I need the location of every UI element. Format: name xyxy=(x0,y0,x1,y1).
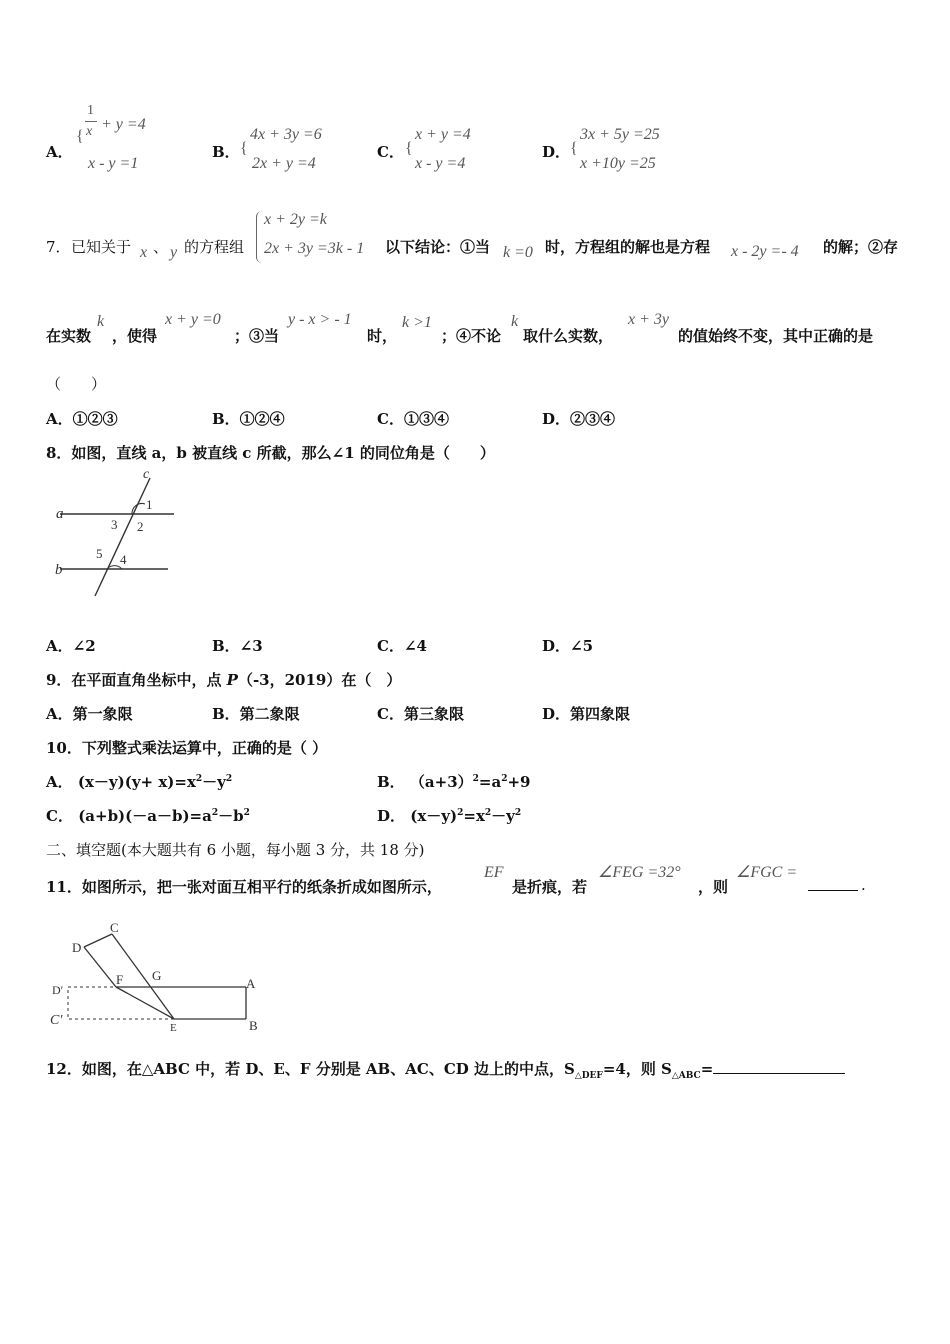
q9-text xyxy=(46,669,401,690)
q11-text-2: 是折痕，若 xyxy=(512,878,588,896)
label-4: 4 xyxy=(120,552,127,567)
q11-text-3: ，则 xyxy=(698,878,729,896)
option-label: C． xyxy=(377,143,404,161)
q12-text-2: =4，则 S xyxy=(602,1060,672,1078)
brace: { xyxy=(76,128,84,145)
label-3: 3 xyxy=(111,517,118,532)
q7-text-8: ；③当 xyxy=(234,327,280,345)
label-e: E xyxy=(170,1022,177,1034)
equation-1: 4x + 3y =6 xyxy=(250,126,322,143)
q7-xy0: x + y =0 xyxy=(165,311,221,328)
question-12 xyxy=(46,1058,845,1081)
option-label: A． xyxy=(46,143,73,161)
q8-text: 8．如图，直线 a，b 被直线 c 所截，那么∠1 的同位角是（ ） xyxy=(46,444,495,462)
equation-1: + y =4 xyxy=(101,116,146,133)
label-c: C xyxy=(110,920,119,935)
label-g: G xyxy=(152,968,162,983)
q7-sep: 、 xyxy=(153,238,169,256)
q9-option-d: D．第四象限 xyxy=(542,705,631,723)
q7-option-b: B．①②④ xyxy=(212,410,285,428)
fraction-bar xyxy=(85,121,97,122)
q7-option-d: D．②③④ xyxy=(542,410,616,428)
brace: { xyxy=(405,140,413,157)
equation-1: 3x + 5y =25 xyxy=(580,126,660,143)
q7-text-10: ；④不论 xyxy=(441,327,502,345)
q7-option-c: C．①③④ xyxy=(377,410,449,428)
q8-figure xyxy=(46,466,181,601)
edge-df xyxy=(84,947,116,987)
q8-option-d: D．∠5 xyxy=(542,637,594,655)
equation-2: x +10y =25 xyxy=(580,155,656,172)
q8-option-c: C．∠4 xyxy=(377,637,427,655)
q12-answer-blank[interactable] xyxy=(713,1073,845,1074)
q7-condition: y - x > - 1 xyxy=(288,311,352,328)
q11-angle-given: ∠FEG =32° xyxy=(598,864,681,881)
q10-option-d: D． $(x-y)^2=x^2-y^2$ xyxy=(377,807,522,825)
line-c xyxy=(95,478,150,596)
q7-system-eq1: x + 2y =k xyxy=(264,211,327,228)
label-a: A xyxy=(246,976,256,991)
system-brace xyxy=(256,211,262,263)
brace: { xyxy=(240,140,248,157)
q9-option-a: A．第一象限 xyxy=(46,705,133,723)
q9-option-b: B．第二象限 xyxy=(212,705,300,723)
q7-text-6: 在实数 xyxy=(46,327,92,345)
q9-point-p: P xyxy=(226,671,238,689)
crease-fe xyxy=(116,987,174,1019)
q7-number: 7． xyxy=(46,238,71,256)
q7-option-a: A．①②③ xyxy=(46,410,118,428)
q8-option-a: A．∠2 xyxy=(46,637,96,655)
q7-text-5: 的解；②存 xyxy=(823,238,899,256)
q7-answer-paren: （ ） xyxy=(46,375,107,393)
equation-2: x - y =1 xyxy=(88,155,139,172)
section-2-heading: 二、填空题(本大题共有 6 小题，每小题 3 分，共 18 分) xyxy=(46,841,425,859)
q11-answer-blank[interactable] xyxy=(808,890,858,891)
q10-option-a: A． $(x-y)(y+ x)=x^2-y^2$ xyxy=(46,773,233,791)
q11-end: . xyxy=(861,876,866,894)
equation-1: x + y =4 xyxy=(415,126,471,143)
q12-sub-abc: △ABC xyxy=(671,1071,701,1081)
q7-text-4: 时，方程组的解也是方程 xyxy=(545,238,711,256)
fraction-numerator: 1 xyxy=(87,103,94,118)
q10-option-c: C． $(a+b)(-a-b)=a^2-b^2$ xyxy=(46,807,250,825)
label-b: b xyxy=(55,562,63,578)
label-d-prime: D′ xyxy=(52,983,64,997)
q7-text-2: 的方程组 xyxy=(184,238,245,256)
q9-suffix: （-3，2019）在（ ） xyxy=(237,671,402,689)
label-1: 1 xyxy=(146,497,153,512)
q12-sub-def: △DEF xyxy=(574,1071,603,1081)
q9-prefix: 9．在平面直角坐标中，点 xyxy=(46,671,227,689)
q7-text-1: 已知关于 xyxy=(71,238,132,256)
q7-text-12: 的值始终不变，其中正确的是 xyxy=(678,327,874,345)
option-label: B． xyxy=(212,143,240,161)
q7-k1: k >1 xyxy=(402,314,432,331)
q11-angle-ask: ∠FGC = xyxy=(736,864,798,881)
option-label: D． xyxy=(542,143,571,161)
q7-text-3: 以下结论：①当 xyxy=(385,238,491,256)
equation-2: 2x + y =4 xyxy=(252,155,316,172)
label-b: B xyxy=(249,1018,258,1033)
label-f: F xyxy=(116,972,124,987)
fraction-denominator: x xyxy=(86,124,93,139)
brace: { xyxy=(570,140,578,157)
label-c: c xyxy=(143,467,150,482)
edge-dc xyxy=(84,934,112,947)
q11-text-1: 11．如图所示，把一张对面互相平行的纸条折成如图所示， xyxy=(46,878,442,896)
label-a: a xyxy=(56,506,64,522)
q7-x3y: x + 3y xyxy=(628,311,669,328)
q7-text-9: 时， xyxy=(367,327,398,345)
q11-ef: EF xyxy=(484,864,504,881)
q10-text: 10．下列整式乘法运算中，正确的是（ ） xyxy=(46,739,328,757)
label-5: 5 xyxy=(96,546,103,561)
label-d: D xyxy=(72,940,82,955)
label-2: 2 xyxy=(137,519,144,534)
folded-strip-dashed xyxy=(68,987,246,1019)
equation-2: x - y =4 xyxy=(415,155,466,172)
q8-option-b: B．∠3 xyxy=(212,637,263,655)
q7-text-7: ，使得 xyxy=(112,327,158,345)
q7-k0: k =0 xyxy=(503,244,533,261)
q7-k: k xyxy=(97,313,105,330)
q7-var-y: y xyxy=(170,244,178,261)
label-c-prime: C′ xyxy=(50,1013,63,1028)
q12-text-1: 12．如图，在△ABC 中，若 D、E、F 分别是 AB、AC、CD 边上的中点，S xyxy=(46,1060,575,1078)
q9-option-c: C．第三象限 xyxy=(377,705,464,723)
q7-equation: x - 2y =- 4 xyxy=(731,243,799,260)
q7-var-x: x xyxy=(140,244,148,261)
q12-text-3: = xyxy=(700,1060,714,1078)
q7-k2: k xyxy=(511,313,519,330)
q7-system-eq2: 2x + 3y =3k - 1 xyxy=(264,240,365,257)
q10-option-b: B． $(a+3)^2=a^2+9$ xyxy=(377,773,531,791)
q11-figure xyxy=(46,918,268,1036)
q7-text-11: 取什么实数， xyxy=(523,327,614,345)
